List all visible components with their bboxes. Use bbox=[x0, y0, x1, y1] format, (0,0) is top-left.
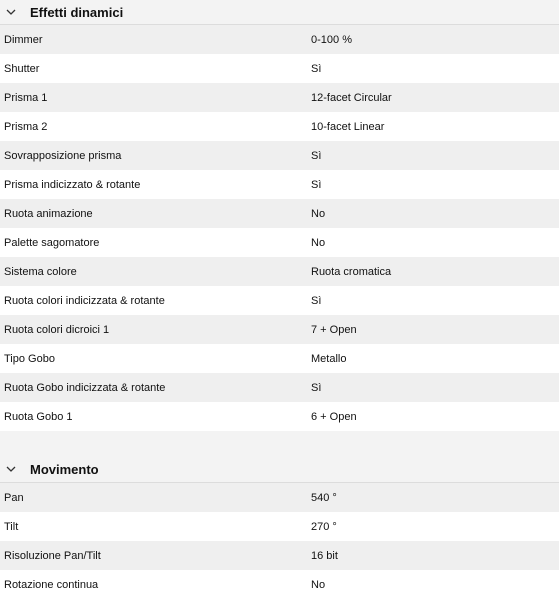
spec-value: Sì bbox=[311, 381, 322, 394]
table-row bbox=[0, 170, 559, 199]
chevron-down-icon[interactable] bbox=[4, 5, 18, 19]
spec-value: 7 + Open bbox=[311, 323, 357, 336]
spec-value: 270 ° bbox=[311, 520, 337, 533]
spec-value: Sì bbox=[311, 294, 322, 307]
spec-value: 540 ° bbox=[311, 491, 337, 504]
table-row bbox=[0, 483, 559, 512]
table-row bbox=[0, 257, 559, 286]
spec-label: Tipo Gobo bbox=[4, 352, 55, 365]
spec-value: Sì bbox=[311, 62, 322, 75]
spec-value: 6 + Open bbox=[311, 410, 357, 423]
spec-label: Ruota colori dicroici 1 bbox=[4, 323, 110, 336]
section-title: Movimento bbox=[30, 461, 99, 477]
table-row bbox=[0, 570, 559, 599]
spec-value: 10-facet Linear bbox=[311, 120, 385, 133]
table-row bbox=[0, 25, 559, 54]
spec-label: Risoluzione Pan/Tilt bbox=[4, 549, 101, 562]
section-header-effetti-dinamici[interactable] bbox=[0, 0, 559, 25]
table-row bbox=[0, 315, 559, 344]
table-row bbox=[0, 373, 559, 402]
spec-label: Ruota Gobo indicizzata & rotante bbox=[4, 381, 166, 394]
spec-label: Tilt bbox=[4, 520, 19, 533]
table-row bbox=[0, 228, 559, 257]
spec-value: Sì bbox=[311, 149, 322, 162]
spec-label: Sovrapposizione prisma bbox=[4, 149, 122, 162]
section-divider bbox=[0, 431, 559, 456]
spec-label: Ruota colori indicizzata & rotante bbox=[4, 294, 165, 307]
spec-label: Palette sagomatore bbox=[4, 236, 100, 249]
spec-table bbox=[0, 483, 559, 599]
table-row bbox=[0, 286, 559, 315]
spec-value: Ruota cromatica bbox=[311, 265, 392, 278]
spec-value: 0-100 % bbox=[311, 33, 352, 46]
spec-label: Ruota animazione bbox=[4, 207, 93, 220]
spec-table bbox=[0, 25, 559, 431]
table-row bbox=[0, 83, 559, 112]
spec-label: Prisma 2 bbox=[4, 120, 48, 133]
spec-value: 16 bit bbox=[311, 549, 338, 562]
table-row bbox=[0, 54, 559, 83]
spec-label: Dimmer bbox=[4, 33, 43, 46]
table-row bbox=[0, 141, 559, 170]
chevron-down-icon[interactable] bbox=[4, 462, 18, 476]
section-header-movimento[interactable] bbox=[0, 456, 559, 483]
spec-label: Prisma 1 bbox=[4, 91, 48, 104]
spec-value: 12-facet Circular bbox=[311, 91, 392, 104]
spec-value: No bbox=[311, 207, 326, 220]
spec-value: Sì bbox=[311, 178, 322, 191]
table-row bbox=[0, 512, 559, 541]
spec-label: Pan bbox=[4, 491, 24, 504]
table-row bbox=[0, 199, 559, 228]
spec-label: Sistema colore bbox=[4, 265, 77, 278]
spec-value: Metallo bbox=[311, 352, 347, 365]
spec-label: Ruota Gobo 1 bbox=[4, 410, 73, 423]
spec-label: Prisma indicizzato & rotante bbox=[4, 178, 141, 191]
spec-label: Shutter bbox=[4, 62, 40, 75]
spec-value: No bbox=[311, 236, 326, 249]
spec-value: No bbox=[311, 578, 326, 591]
table-row bbox=[0, 541, 559, 570]
table-row bbox=[0, 112, 559, 141]
section-title: Effetti dinamici bbox=[30, 4, 124, 20]
section-movimento bbox=[0, 456, 559, 599]
table-row bbox=[0, 344, 559, 373]
table-row bbox=[0, 402, 559, 431]
spec-label: Rotazione continua bbox=[4, 578, 99, 591]
